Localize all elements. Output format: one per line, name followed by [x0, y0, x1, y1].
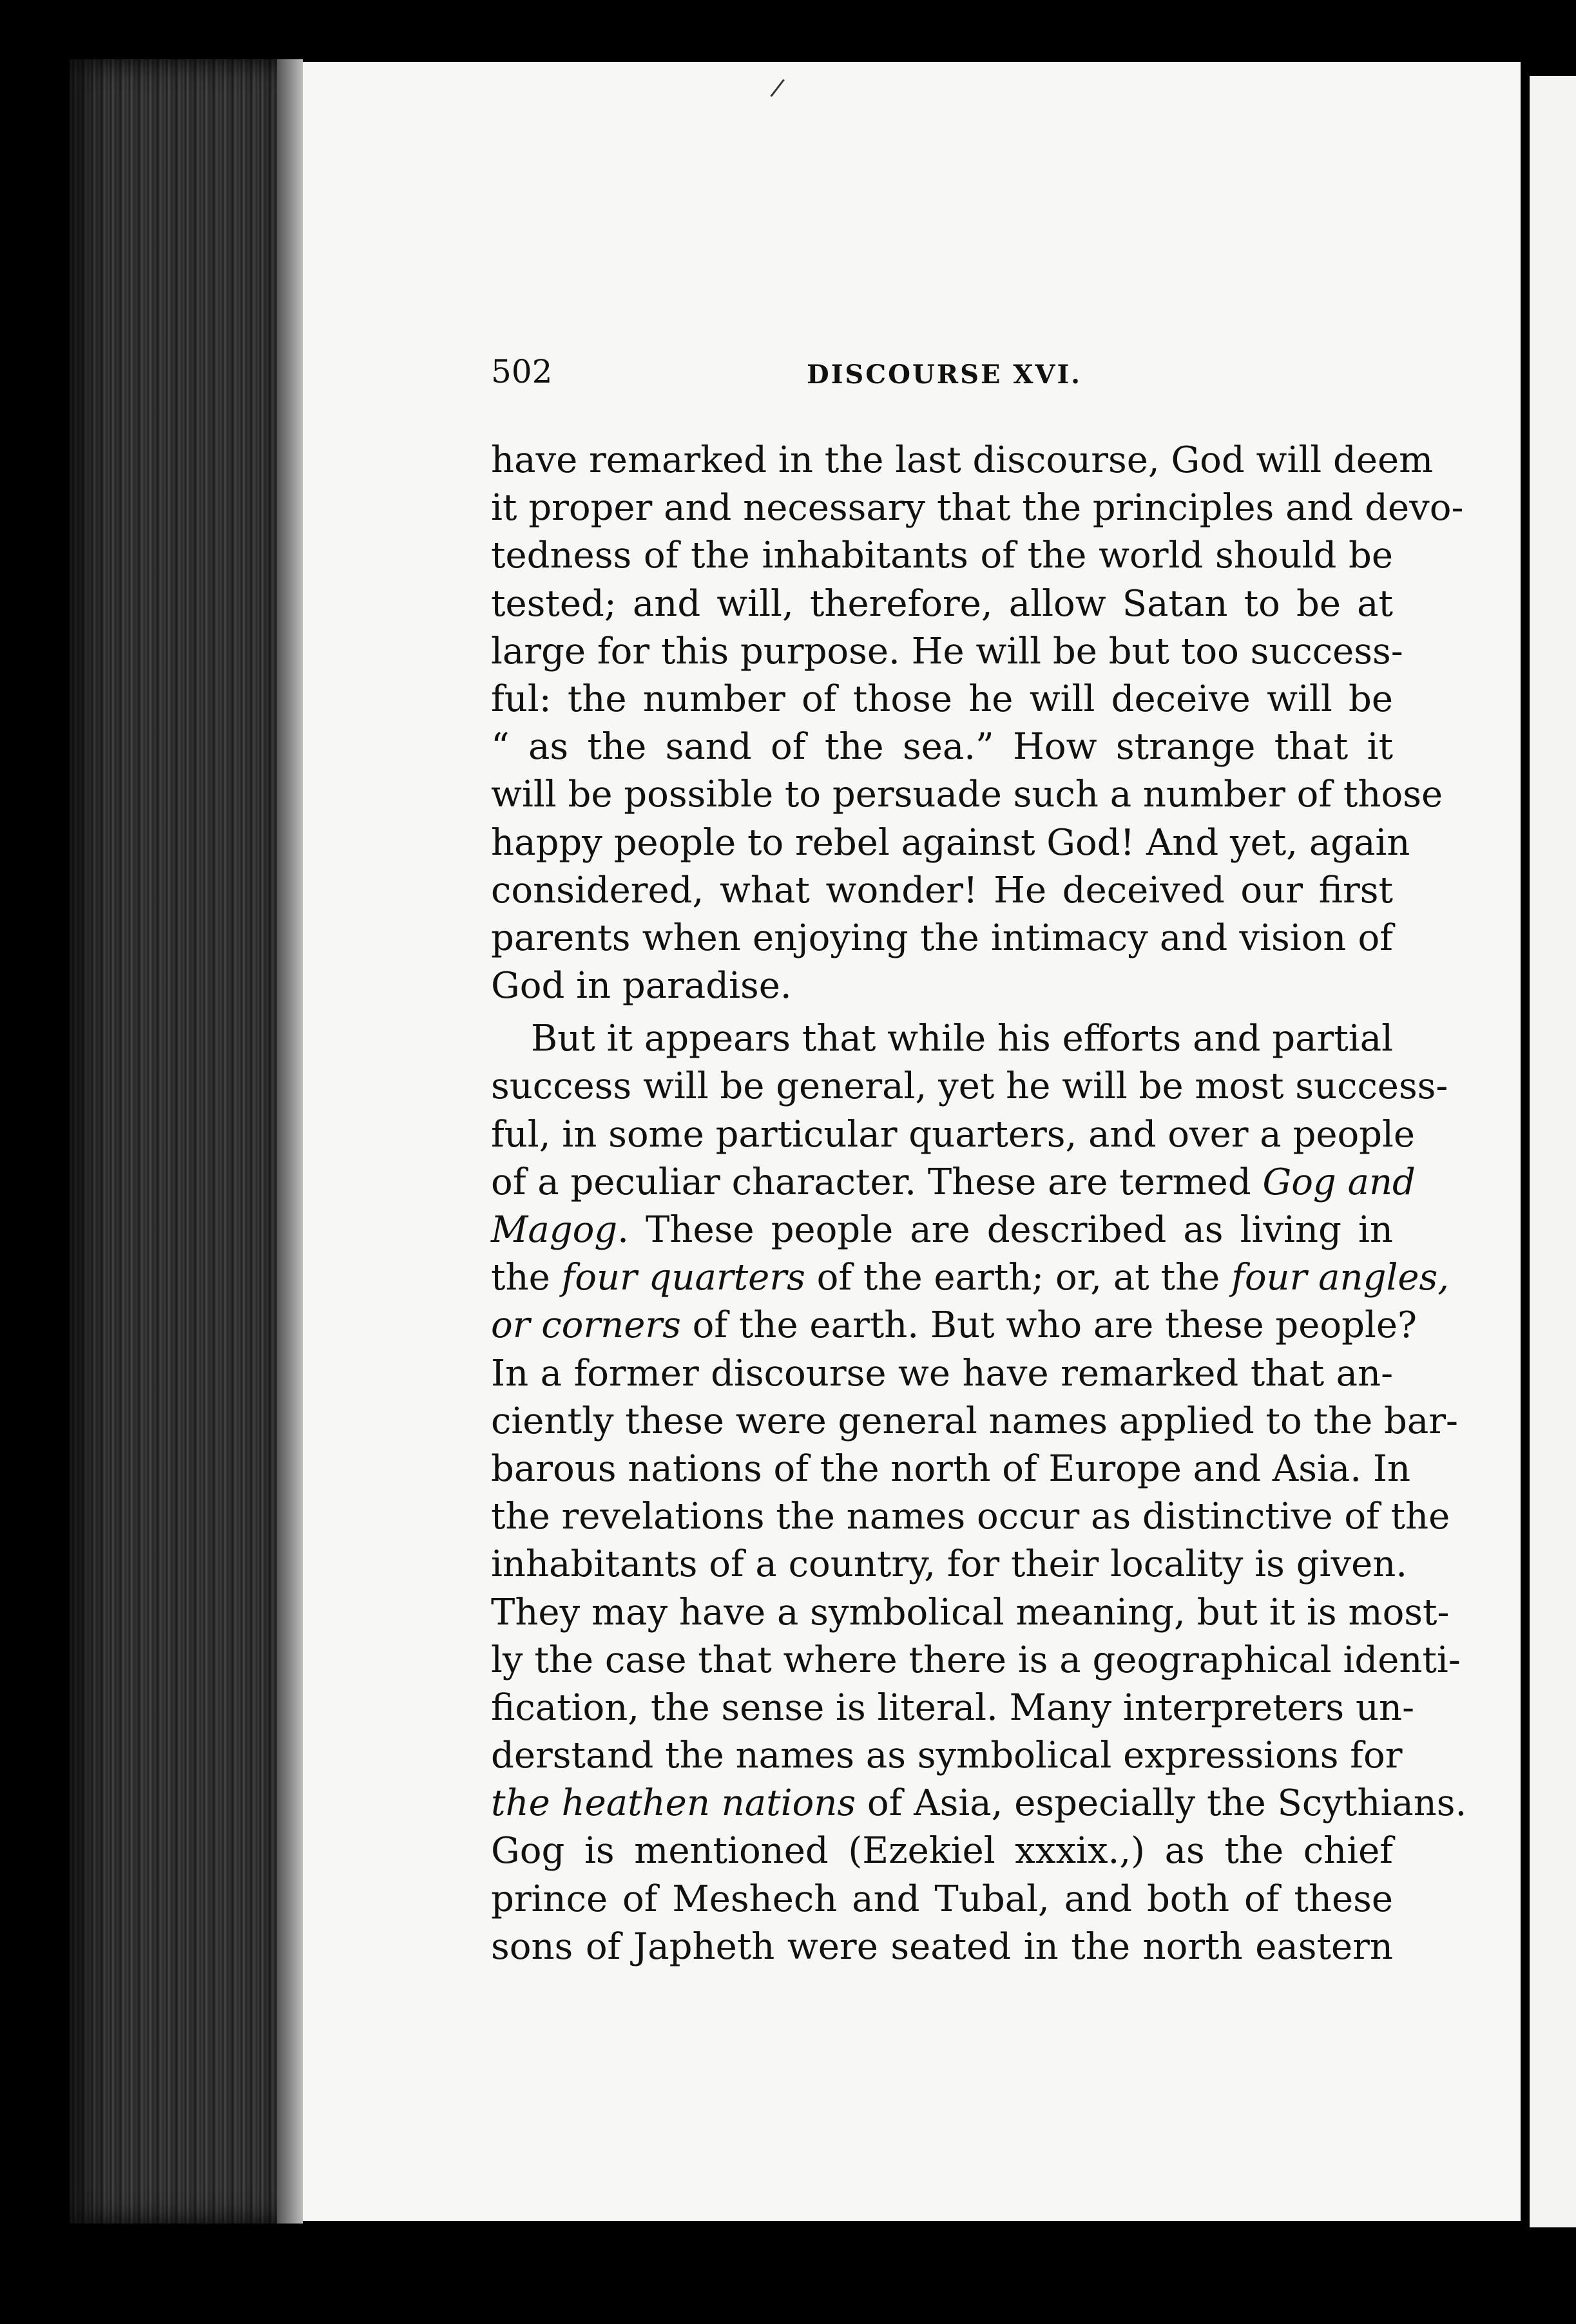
text-line — [491, 1254, 1450, 1302]
text-line: happy people to rebel against God! And yet, again — [491, 821, 1410, 864]
text-line — [491, 1302, 1417, 1349]
text-line — [491, 1780, 1467, 1827]
text-line: have remarked in the last discourse, God will deem — [491, 439, 1434, 481]
body-text — [491, 437, 1467, 1971]
text-line — [491, 1159, 1416, 1206]
running-head — [491, 353, 1392, 405]
text-line: tedness of the inhabitants of the world should be — [491, 535, 1393, 577]
text-line: In a former discourse we have remarked that an- — [491, 1352, 1393, 1395]
text-line: will be possible to persuade such a number of those — [491, 774, 1443, 816]
text-line: derstand the names as symbolical expressions for — [491, 1735, 1403, 1777]
running-title: DISCOURSE XVI. — [807, 359, 1082, 390]
text-line: sons of Japheth were seated in the north eastern — [491, 1925, 1393, 1968]
ink-mark: / — [769, 72, 787, 102]
text-run: of a peculiar character. These are termed — [491, 1161, 1251, 1203]
text-line: They may have a symbolical meaning, but it is most- — [491, 1591, 1450, 1633]
adjacent-page-edge — [1530, 76, 1576, 2227]
text-run: . These people are described as living in — [617, 1209, 1393, 1251]
text-line: “ as the sand of the sea.” How strange that it — [491, 726, 1393, 768]
italic-run: four quarters — [561, 1257, 805, 1299]
italic-run: four angles, — [1231, 1257, 1450, 1299]
book-page-edges — [70, 59, 303, 2224]
italic-run: the heathen nations — [491, 1782, 856, 1825]
italic-run: or corners — [491, 1304, 681, 1347]
text-line: the revelations the names occur as distinctive of the — [491, 1496, 1450, 1538]
text-line: barous nations of the north of Europe and Asia. In — [491, 1447, 1411, 1490]
text-line: Gog is mentioned (Ezekiel xxxix.,) as the chief — [491, 1830, 1393, 1872]
italic-run: Gog and — [1262, 1161, 1416, 1203]
text-run: the — [491, 1257, 550, 1299]
text-line: parents when enjoying the intimacy and vision of — [491, 917, 1393, 959]
text-run: of the earth. But who are these people? — [692, 1304, 1417, 1347]
text-line: large for this purpose. He will be but too success- — [491, 630, 1403, 672]
page-gutter — [277, 59, 303, 2224]
text-line: it proper and necessary that the principles and devo- — [491, 487, 1464, 529]
text-line: prince of Meshech and Tubal, and both of these — [491, 1878, 1393, 1920]
text-line: ly the case that where there is a geographical identi- — [491, 1639, 1461, 1681]
text-line: fication, the sense is literal. Many interpreters un- — [491, 1686, 1415, 1729]
italic-run: Magog — [491, 1209, 618, 1251]
text-line: God in paradise. — [491, 965, 792, 1007]
text-line: But it appears that while his efforts and partial — [531, 1018, 1393, 1060]
text-run: of Asia, especially the Scythians. — [867, 1782, 1467, 1825]
text-line: ful: the number of those he will deceive will be — [491, 678, 1393, 720]
text-line: inhabitants of a country, for their locality is given. — [491, 1543, 1408, 1586]
page-number: 502 — [491, 353, 553, 390]
text-line: success will be general, yet he will be most success- — [491, 1065, 1448, 1108]
text-line: tested; and will, therefore, allow Satan to be at — [491, 582, 1393, 625]
text-line — [491, 1206, 1393, 1254]
text-run: of the earth; or, at the — [816, 1257, 1220, 1299]
text-line: ful, in some particular quarters, and over a people — [491, 1113, 1416, 1156]
text-line: ciently these were general names applied to the bar- — [491, 1400, 1458, 1442]
text-line: considered, what wonder! He deceived our first — [491, 869, 1393, 911]
